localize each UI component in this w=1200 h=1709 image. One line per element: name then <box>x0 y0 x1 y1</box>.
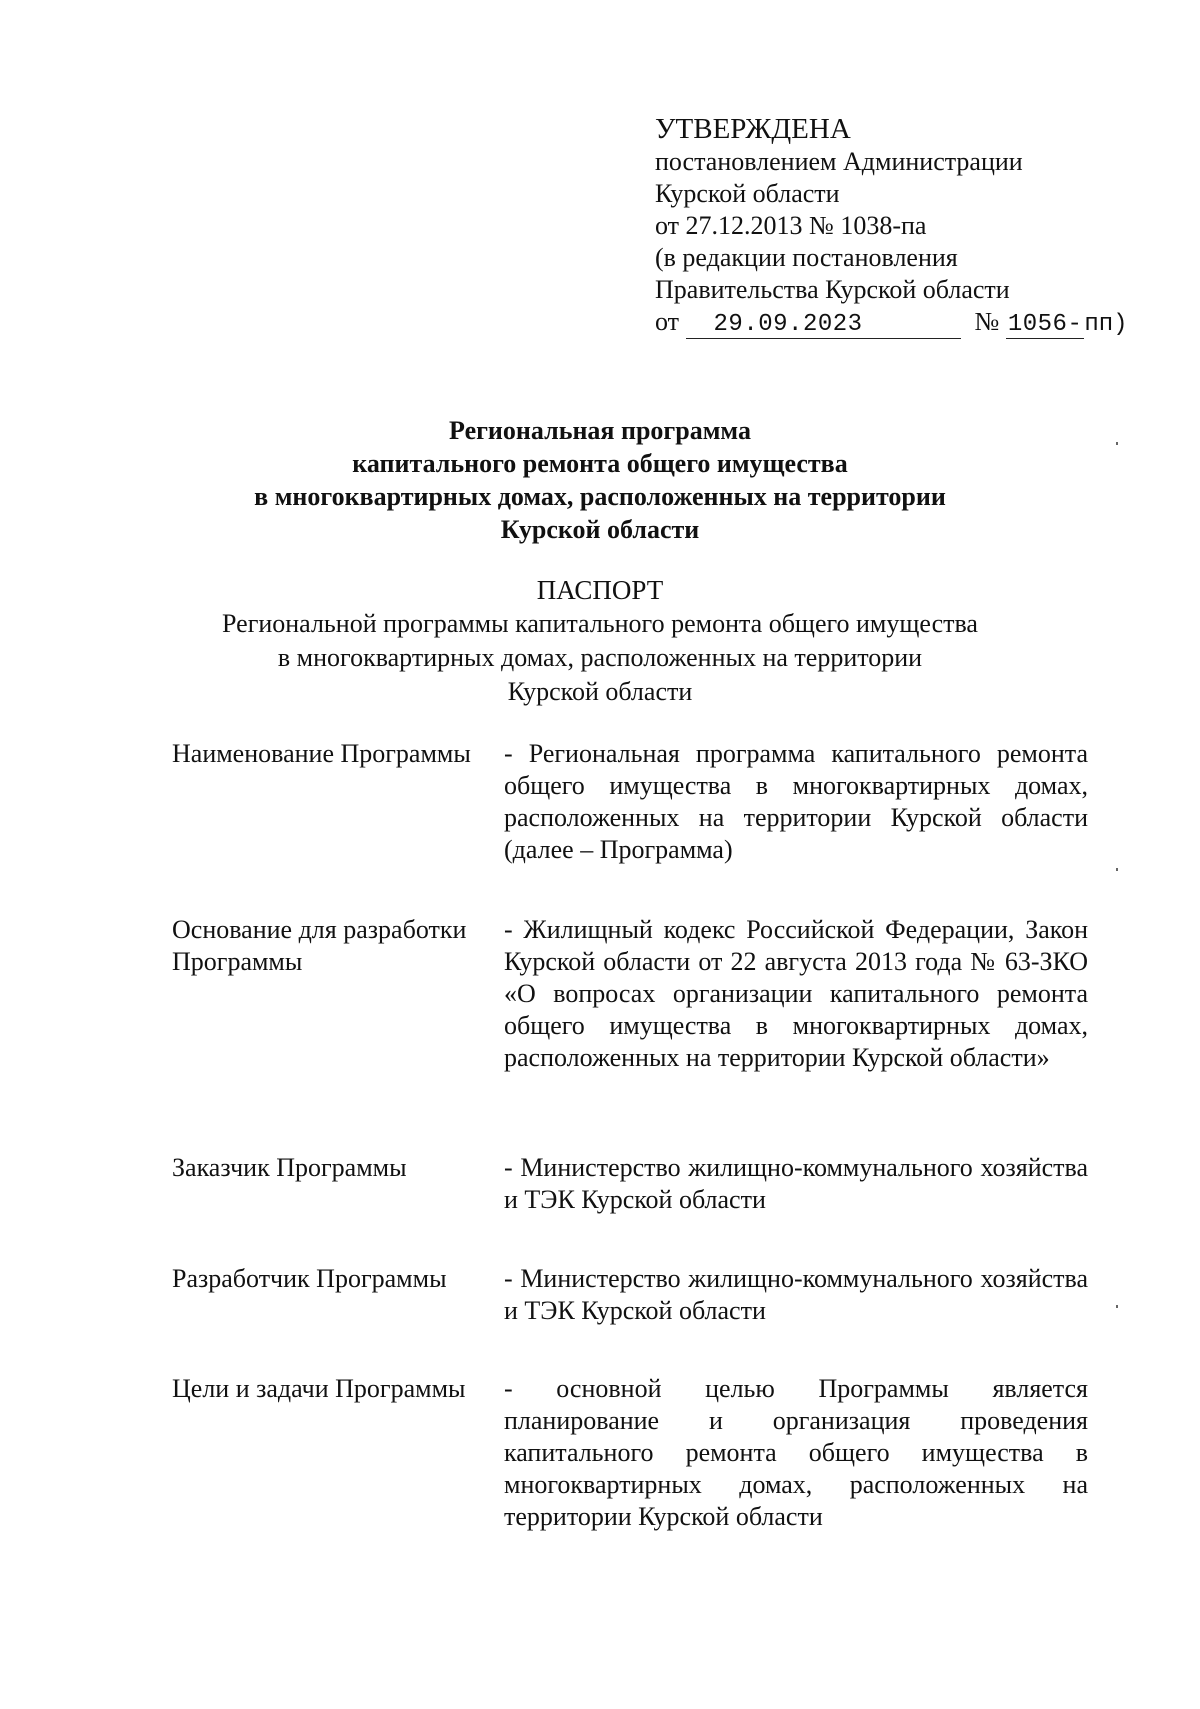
approval-number-value: 1056- <box>1007 311 1083 338</box>
approval-line-2: Курской области <box>655 179 840 208</box>
row-value: - Министерство жилищно-коммунального хозяйства и ТЭК Курской области <box>504 1264 1088 1325</box>
scan-speck <box>1116 1305 1118 1308</box>
row-label: Наименование Программы <box>172 739 471 768</box>
scan-speck <box>1116 868 1118 871</box>
row-value: - Министерство жилищно-коммунального хозяйства и ТЭК Курской области <box>504 1153 1088 1214</box>
row-value: - Жилищный кодекс Российской Федерации, Закон Курской области от 22 августа 2013 года № 63-ЗКО «О вопросах организации капитального ремонта общего имущества в многоквартирных домах, расположенных на территории Курской области» <box>504 915 1088 1072</box>
approval-line-5: Правительства Курской области <box>655 275 1010 304</box>
approval-line-1: постановлением Администрации <box>655 147 1023 176</box>
passport-title: ПАСПОРТ <box>536 575 664 605</box>
row-label: Заказчик Программы <box>172 1153 407 1182</box>
approval-title: УТВЕРЖДЕНА <box>655 113 851 145</box>
approval-date-prefix: от <box>655 307 680 336</box>
passport-line-1: Региональной программы капитального ремонта общего имущества <box>222 609 978 638</box>
row-label: Цели и задачи Программы <box>172 1374 466 1403</box>
approval-date-value: 29.09.2023 <box>713 311 863 338</box>
approval-date-line <box>655 306 1128 341</box>
scan-speck <box>1116 442 1118 445</box>
approval-number-field <box>1006 309 1085 339</box>
passport-heading <box>0 573 1200 709</box>
program-title-line-2: капитального ремонта общего имущества <box>352 449 848 478</box>
program-title-line-3: в многоквартирных домах, расположенных на территории <box>254 482 946 511</box>
passport-line-3: Курской области <box>507 677 693 706</box>
passport-line-2: в многоквартирных домах, расположенных на территории <box>277 643 923 672</box>
row-label: Основание для разработки Программы <box>172 915 467 976</box>
program-title-line-1: Региональная программа <box>449 416 751 445</box>
row-label: Разработчик Программы <box>172 1264 447 1293</box>
approval-number-suffix: пп) <box>1084 311 1128 338</box>
approval-line-3: от 27.12.2013 № 1038-па <box>655 211 927 240</box>
approval-number-prefix: № <box>974 307 1000 336</box>
row-value: - основной целью Программы является планирование и организация проведения капитального ремонта общего имущества в многоквартирных домах, расположенных на территории Курской области <box>504 1374 1088 1531</box>
approval-date-field <box>686 309 961 339</box>
approval-line-4: (в редакции постановления <box>655 243 958 272</box>
row-value: - Региональная программа капитального ремонта общего имущества в многоквартирных домах, расположенных на территории Курской области (далее – Программа) <box>504 739 1088 864</box>
program-title <box>0 414 1200 546</box>
program-title-line-4: Курской области <box>500 515 700 544</box>
approval-block <box>655 112 1128 341</box>
